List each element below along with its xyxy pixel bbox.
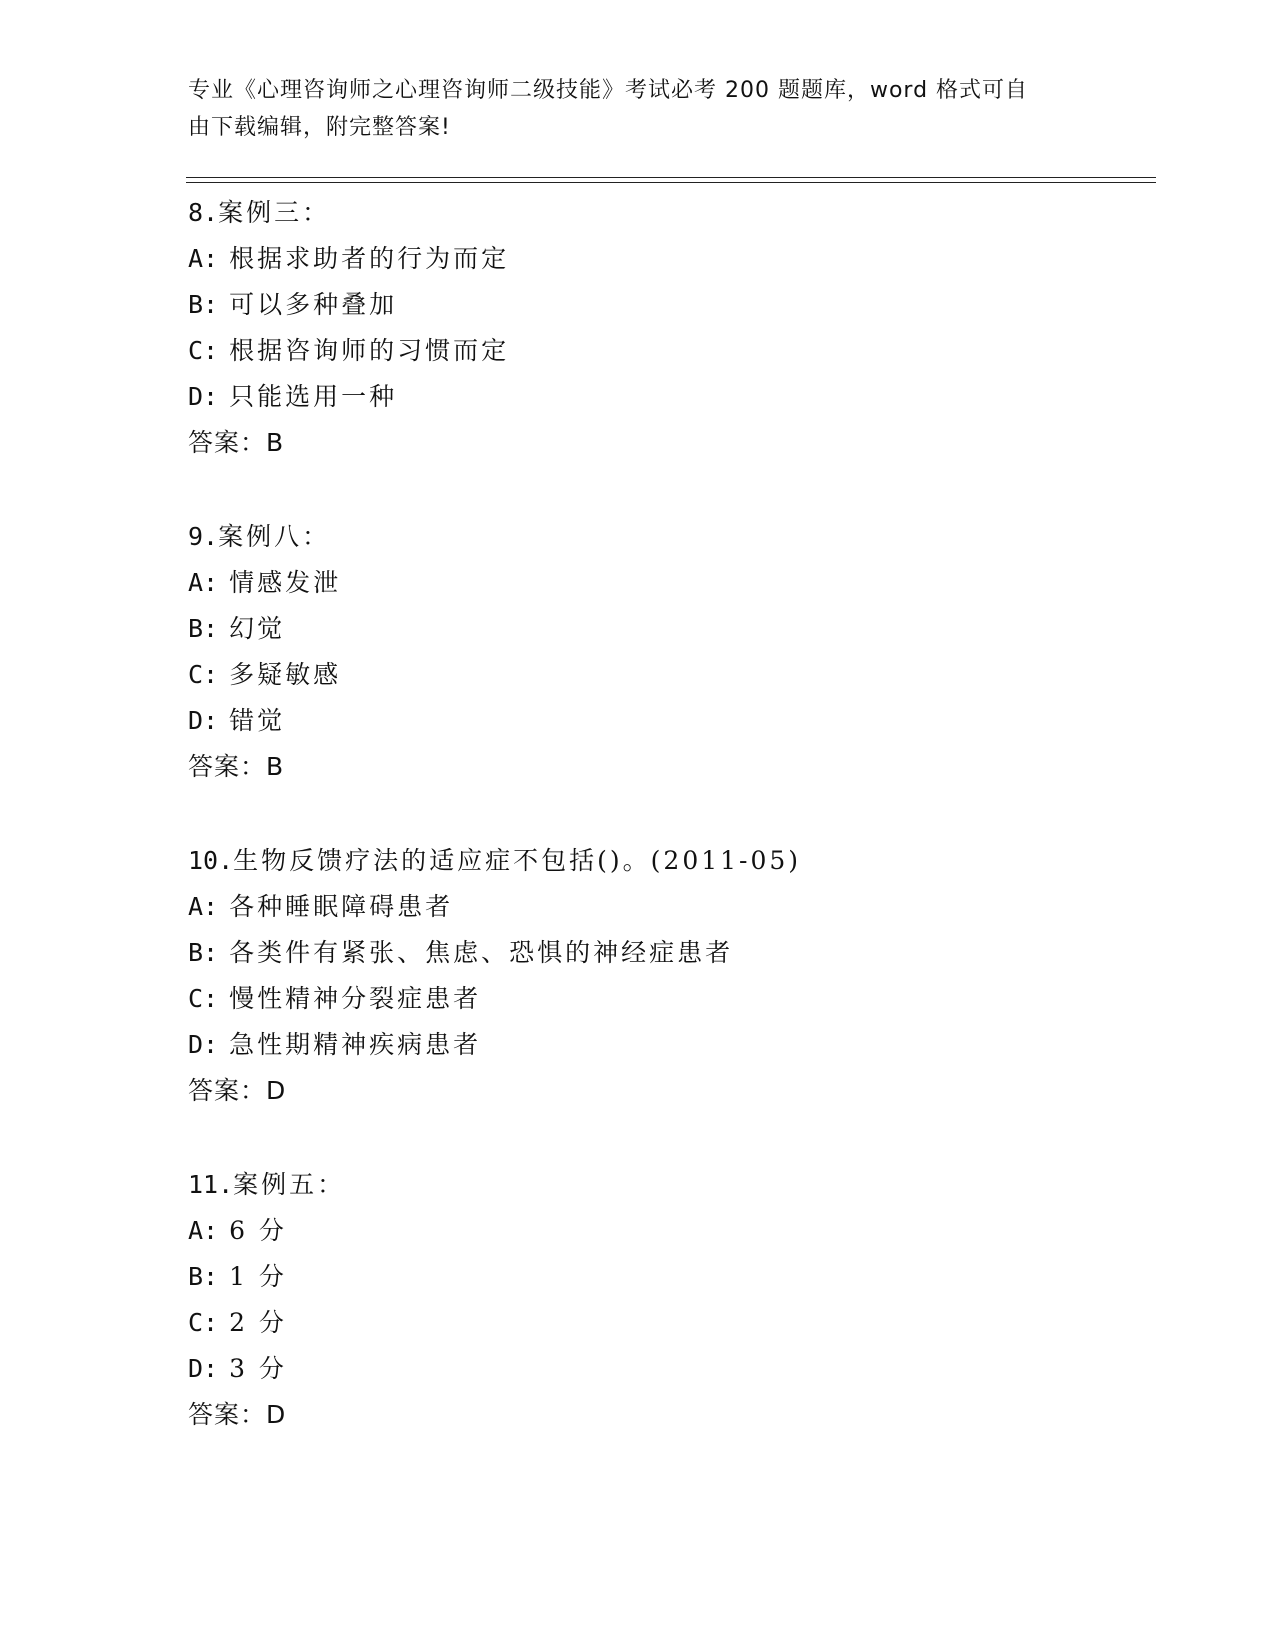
option-text: 可以多种叠加 <box>229 290 398 319</box>
question-8 <box>188 190 1168 466</box>
option-text: 急性期精神疾病患者 <box>229 1030 482 1059</box>
option-text: 根据咨询师的习惯而定 <box>229 336 510 365</box>
option-letter: C: <box>188 336 219 365</box>
question-text: 案例八： <box>218 522 331 551</box>
option-letter: A: <box>188 892 219 921</box>
question-text: 案例三： <box>218 198 331 227</box>
question-11 <box>188 1162 1168 1438</box>
document-header <box>188 72 1068 146</box>
option-a <box>188 884 1168 930</box>
option-b <box>188 1254 1168 1300</box>
option-letter: A: <box>188 244 219 273</box>
option-letter: B: <box>188 1262 219 1291</box>
option-d <box>188 698 1168 744</box>
option-text: 各类件有紧张、焦虑、恐惧的神经症患者 <box>229 938 734 967</box>
option-b <box>188 930 1168 976</box>
option-letter: D: <box>188 382 219 411</box>
option-b <box>188 282 1168 328</box>
answer-line: 答案：D <box>188 1400 287 1429</box>
option-c <box>188 652 1168 698</box>
option-text: 3 分 <box>229 1354 287 1383</box>
option-a <box>188 1208 1168 1254</box>
option-text: 慢性精神分裂症患者 <box>229 984 482 1013</box>
option-text: 幻觉 <box>229 614 286 643</box>
header-line-1: 专业《心理咨询师之心理咨询师二级技能》考试必考 200 题题库，word 格式可自 <box>188 78 1029 103</box>
option-letter: A: <box>188 1216 219 1245</box>
question-stem <box>188 1162 1168 1208</box>
option-c <box>188 328 1168 374</box>
question-text: 案例五： <box>233 1170 346 1199</box>
option-text: 多疑敏感 <box>229 660 342 689</box>
option-text: 错觉 <box>229 706 286 735</box>
question-stem <box>188 838 1168 884</box>
option-letter: B: <box>188 290 219 319</box>
question-number: 10. <box>188 846 234 875</box>
question-stem <box>188 190 1168 236</box>
option-d <box>188 374 1168 420</box>
option-text: 各种睡眠障碍患者 <box>229 892 454 921</box>
question-number: 9. <box>188 522 219 551</box>
question-9 <box>188 514 1168 790</box>
header-divider-bottom <box>186 182 1156 183</box>
header-divider-top <box>186 177 1156 178</box>
option-letter: A: <box>188 568 219 597</box>
option-d <box>188 1346 1168 1392</box>
question-stem <box>188 514 1168 560</box>
option-text: 根据求助者的行为而定 <box>229 244 510 273</box>
option-letter: B: <box>188 938 219 967</box>
option-letter: B: <box>188 614 219 643</box>
question-text: 生物反馈疗法的适应症不包括()。(2011-05) <box>233 846 802 875</box>
answer-line: 答案：B <box>188 752 285 781</box>
answer-line: 答案：D <box>188 1076 287 1105</box>
option-letter: D: <box>188 1354 219 1383</box>
option-letter: D: <box>188 706 219 735</box>
header-line-2: 由下载编辑，附完整答案! <box>188 115 451 140</box>
answer-line: 答案：B <box>188 428 285 457</box>
option-a <box>188 236 1168 282</box>
option-text: 2 分 <box>229 1308 287 1337</box>
option-letter: D: <box>188 1030 219 1059</box>
option-letter: C: <box>188 1308 219 1337</box>
option-a <box>188 560 1168 606</box>
option-text: 1 分 <box>229 1262 287 1291</box>
option-text: 情感发泄 <box>229 568 342 597</box>
question-10 <box>188 838 1168 1114</box>
option-text: 只能选用一种 <box>229 382 398 411</box>
question-number: 11. <box>188 1170 234 1199</box>
option-c <box>188 976 1168 1022</box>
option-b <box>188 606 1168 652</box>
option-c <box>188 1300 1168 1346</box>
option-d <box>188 1022 1168 1068</box>
option-letter: C: <box>188 660 219 689</box>
option-text: 6 分 <box>229 1216 287 1245</box>
question-number: 8. <box>188 198 219 227</box>
question-list <box>188 190 1168 1486</box>
option-letter: C: <box>188 984 219 1013</box>
